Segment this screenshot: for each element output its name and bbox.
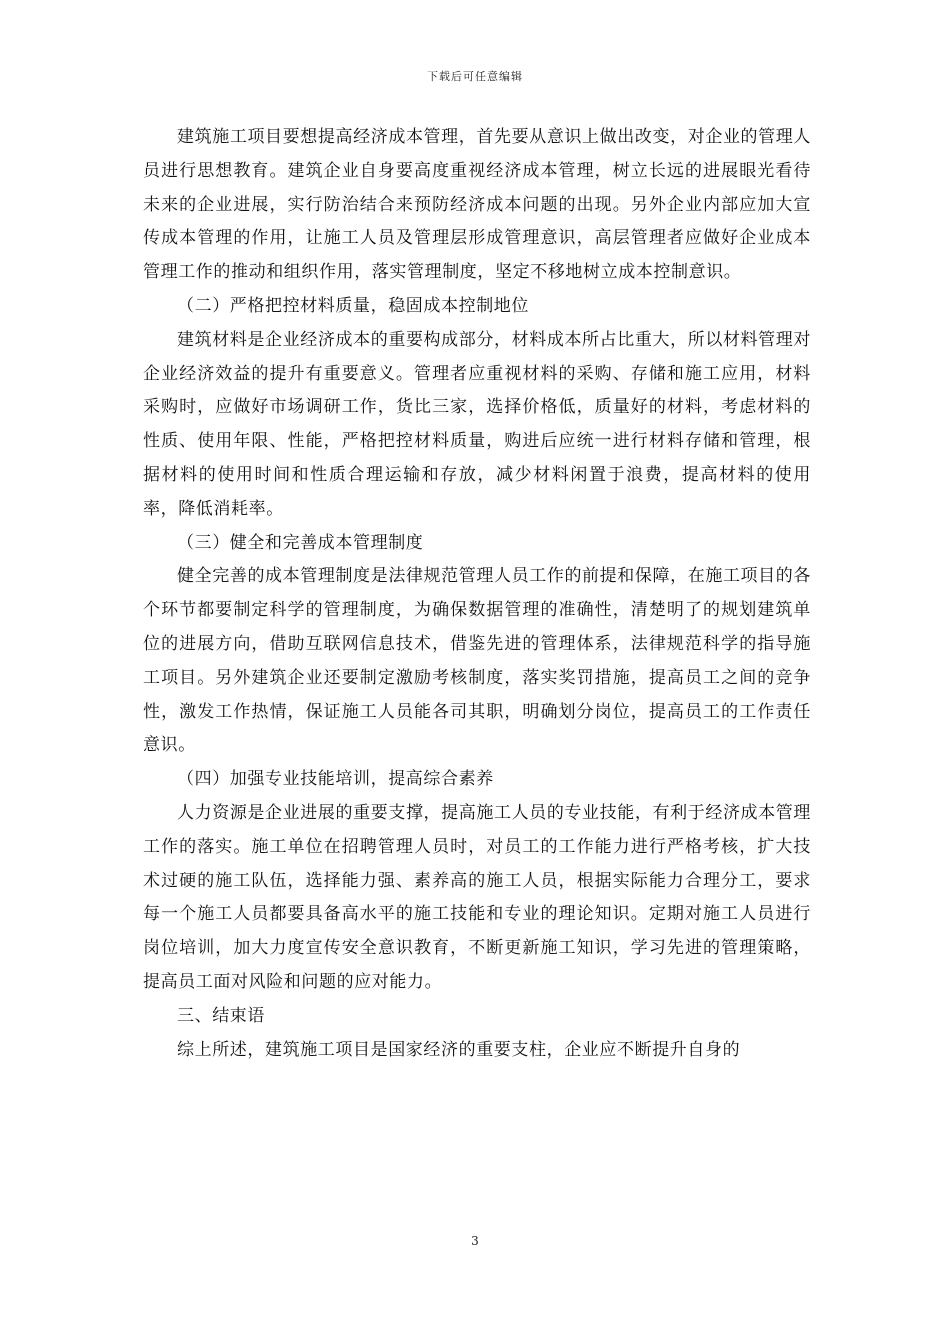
section-heading-conclusion: 三、结束语: [177, 1005, 265, 1026]
paragraph-1: 建筑施工项目要想提高经济成本管理，首先要从意识上做出改变，对企业的管理人员进行思想教育。建筑企业自身要高度重视经济成本管理，树立长远的进展眼光看待未来的企业进展，实行防治结合来预防经济成本问题的出现。另外企业内部应加大宣传成本管理的作用，让施工人员及管理层形成管理意识，高层管理者应做好企业成本管理工作的推动和组织作用，落实管理制度，坚定不移地树立成本控制意识。: [143, 127, 811, 283]
section-heading-4: （四）加强专业技能培训，提高综合素养: [177, 769, 494, 790]
document-body: [143, 121, 811, 1067]
paragraph-2: 建筑材料是企业经济成本的重要构成部分，材料成本所占比重大，所以材料管理对企业经济效益的提升有重要意义。管理者应重视材料的采购、存储和施工应用，材料采购时，应做好市场调研工作，货比三家，选择价格低，质量好的材料，考虑材料的性质、使用年限、性能，严格把控材料质量，购进后应统一进行材料存储和管理，根据材料的使用时间和性质合理运输和存放，减少材料闲置于浪费，提高材料的使用率，降低消耗率。: [143, 329, 811, 519]
page-header: 下载后可任意编辑: [427, 70, 523, 83]
section-heading-3: （三）健全和完善成本管理制度: [177, 532, 424, 553]
paragraph-4: 人力资源是企业进展的重要支撑，提高施工人员的专业技能，有利于经济成本管理工作的落实。施工单位在招聘管理人员时，对员工的工作能力进行严格考核，扩大技术过硬的施工队伍，选择能力强、素养高的施工人员，根据实际能力合理分工，要求每一个施工人员都要具备高水平的施工技能和专业的理论知识。定期对施工人员进行岗位培训，加大力度宣传安全意识教育，不断更新施工知识，学习先进的管理策略，提高员工面对风险和问题的应对能力。: [143, 802, 811, 992]
paragraph-5: 综上所述，建筑施工项目是国家经济的重要支柱，企业应不断提升自身的: [177, 1039, 741, 1060]
paragraph-3: 健全完善的成本管理制度是法律规范管理人员工作的前提和保障，在施工项目的各个环节都要制定科学的管理制度，为确保数据管理的准确性，清楚明了的规划建筑单位的进展方向，借助互联网信息技术，借鉴先进的管理体系，法律规范科学的指导施工项目。另外建筑企业还要制定激励考核制度，落实奖罚措施，提高员工之间的竞争性，激发工作热情，保证施工人员能各司其职，明确划分岗位，提高员工的工作责任意识。: [143, 566, 811, 756]
page-number: 3: [471, 1234, 479, 1248]
section-heading-2: （二）严格把控材料质量，稳固成本控制地位: [177, 295, 529, 316]
